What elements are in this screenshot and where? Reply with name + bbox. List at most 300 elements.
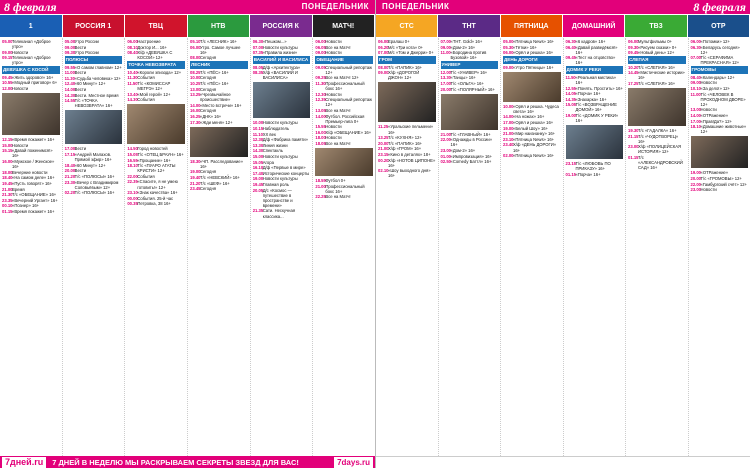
program-title: Профессиональный бокс 16+ [325, 183, 365, 194]
program-title: «Жди меня» 12+ [200, 119, 233, 125]
program-title: Т/с «ОЛЬГА» 16+ [450, 80, 484, 86]
schedule-row [253, 70, 311, 80]
schedule-row [2, 148, 60, 158]
schedule-row [691, 187, 749, 192]
program-photo [253, 82, 311, 118]
program-time: 15.15 [2, 148, 13, 154]
program-time: 09.30 [628, 44, 639, 50]
schedule-row [628, 39, 686, 44]
program-time: 10.20 [628, 64, 639, 70]
program-time: 19.45 [2, 180, 13, 186]
schedule-row [441, 154, 499, 159]
schedule-row [190, 108, 248, 113]
program-title: «60 Минут» 12+ [74, 162, 106, 168]
schedule-row [127, 50, 185, 60]
schedule-row [503, 104, 561, 114]
program-time: 21.15 [628, 133, 639, 139]
schedule-row [253, 65, 311, 70]
schedule-row [566, 97, 624, 102]
program-time: 09.45 [565, 55, 576, 61]
schedule-row [127, 158, 185, 163]
schedule-row [253, 176, 311, 181]
schedule-row [566, 102, 624, 112]
program-time: 01.00 [440, 153, 451, 159]
program-title: Новости [12, 86, 29, 92]
program-title: Город новостей [137, 146, 168, 152]
program-title: Телеканал «Доброе утро» [12, 55, 51, 66]
program-time: 13.30 [440, 75, 451, 81]
program-title: Вести [74, 146, 87, 152]
program-time: 18.10 [127, 163, 138, 169]
channel-schedule-column [313, 38, 375, 456]
program-title: Сегодня [200, 86, 217, 92]
program-time: 01.15 [2, 208, 13, 214]
program-title: «Пусть говорят» 16+ [12, 180, 53, 186]
program-title: «Судьба человека» 12+ [74, 75, 121, 81]
program-time: 02.20 [64, 190, 76, 196]
program-time: 21.00 [503, 131, 514, 137]
featured-program-banner: СЛЕПАЯ [628, 56, 686, 63]
program-title: События [137, 173, 155, 179]
schedule-row [65, 76, 123, 81]
program-title: Х/ф «ВАСИЛИЙ И ВАСИЛИСА» [262, 70, 298, 81]
program-title: Вести [74, 168, 87, 174]
program-title: «6 кадров» 16+ [575, 39, 606, 44]
program-title: «Модный приговор» 6+ [12, 80, 58, 86]
schedule-row [691, 39, 749, 44]
program-title: «Пятница News» 16+ [513, 136, 555, 142]
program-time: 16.10 [252, 165, 264, 171]
program-title: «Шоу выходного дня» 16+ [388, 168, 431, 179]
program-title: Х/ф «ДЕВУШКА С КОСОЙ» 12+ [137, 50, 173, 61]
program-time: 10.00 [190, 75, 201, 81]
program-title: Вечерние новости [12, 169, 48, 175]
program-title: Новости [325, 135, 342, 141]
schedule-row [65, 93, 123, 98]
right-date: 8 февраля [693, 0, 746, 14]
program-time: 11.30 [127, 75, 138, 81]
program-title: Т/с «ЛЕСНИК» 16+ [200, 39, 237, 44]
channel-logo-3: ПЯТНИЦА [501, 15, 563, 37]
schedule-row [253, 45, 311, 50]
program-title: «Давай разведёмся!» 16+ [575, 44, 618, 55]
schedule-row [691, 119, 749, 124]
program-time: 14.00 [315, 113, 326, 119]
schedule-row [691, 113, 749, 118]
program-title: Т/с «ПОЛЯРНЫЙ» 16+ [450, 86, 495, 92]
schedule-row [65, 190, 123, 195]
schedule-row [628, 128, 686, 133]
schedule-row [378, 135, 436, 140]
program-title: Новости культуры [262, 44, 298, 50]
schedule-row [441, 39, 499, 44]
program-title: Т/с «ДОМИК У РЕКИ» 16+ [575, 113, 619, 124]
schedule-row [253, 160, 311, 165]
program-title: Агора [262, 159, 274, 165]
program-title: Время [12, 186, 25, 192]
program-photo [2, 93, 60, 135]
program-time: 17.15 [64, 152, 76, 158]
program-title: «За дело!» 12+ [700, 86, 731, 92]
right-schedule-columns [376, 38, 750, 456]
channel-schedule-column [626, 38, 689, 456]
program-time: 02.50 [440, 159, 451, 165]
schedule-row [127, 179, 185, 189]
program-time: 14.00 [190, 102, 201, 108]
schedule-row [628, 155, 686, 170]
program-time: 09.00 [2, 49, 13, 55]
program-time: 14.00 [690, 113, 701, 119]
program-title: Т/с «УНИВЕР» 16+ [450, 69, 488, 75]
schedule-row [127, 45, 185, 50]
program-title: «Короли эпизода» 12+ [137, 69, 182, 75]
schedule-row [127, 190, 185, 195]
program-title: «Познер» 16+ [12, 203, 40, 209]
program-time: 23.00 [690, 187, 701, 193]
program-time: 23.45 [190, 186, 201, 192]
schedule-row [253, 182, 311, 187]
left-schedule-columns [0, 38, 375, 456]
schedule-row [190, 45, 248, 55]
program-time: 12.00 [2, 86, 13, 92]
program-time: 10.10 [690, 86, 701, 92]
schedule-row [253, 171, 311, 176]
program-title: «Порча» 16+ [575, 171, 601, 177]
schedule-row [2, 80, 60, 85]
program-time: 00.00 [127, 195, 138, 201]
program-time: 10.00 [503, 103, 514, 109]
program-title: «Однажды в России» 16+ [450, 137, 493, 148]
channel-schedule-column [0, 38, 63, 456]
program-time: 06.30 [252, 39, 264, 44]
schedule-row [566, 113, 624, 123]
featured-program-banner: ОБЕЩАНИЕ [315, 56, 373, 63]
program-time: 09.30 [64, 50, 76, 56]
program-title: «60 Минут» 12+ [74, 81, 106, 87]
program-title: «Время покажет» 16+ [12, 137, 55, 143]
program-time: 06.20 [378, 44, 389, 50]
program-title: Все на Матч! 12+ [325, 75, 359, 81]
schedule-row [65, 163, 123, 168]
program-title: Т/с «ОТЕЦ БРАУН» 16+ [137, 151, 184, 157]
program-title: «На самом деле» 16+ [12, 175, 55, 181]
program-time: 11.50 [127, 80, 138, 86]
program-title: Сегодня [200, 75, 217, 81]
schedule-row [2, 198, 60, 203]
program-time: 20.00 [64, 168, 76, 174]
featured-program-banner: ВАСИЛИЙ И ВАСИЛИСА [253, 56, 311, 63]
program-title: События [137, 75, 155, 81]
schedule-row [65, 180, 123, 190]
program-title: «Потомки» 12+ [700, 39, 730, 44]
program-title: Х/ф «ГРОМ» 16+ [388, 146, 422, 152]
schedule-row [2, 175, 60, 180]
program-time: 14.35 [565, 96, 576, 102]
right-channel-logos [376, 15, 750, 37]
featured-program-banner: ГРОМОВЫ [691, 66, 749, 73]
schedule-row [503, 114, 561, 119]
program-time: 20.05 [252, 187, 264, 193]
program-title: Спектакль [262, 148, 283, 154]
program-title: М/с «Три кота» 0+ [388, 44, 423, 50]
schedule-row [2, 181, 60, 186]
schedule-row [441, 132, 499, 137]
program-title: Мультфильмы 0+ [638, 39, 672, 44]
program-time: 13.25 [190, 92, 201, 98]
program-time: 11.30 [64, 75, 75, 81]
program-time: 11.30 [315, 80, 326, 86]
program-title: Петровка, 38 16+ [137, 201, 171, 207]
program-title: Т/с «ЧЕЛОВЕК В ПРОХОДНОМ ДВОРЕ» 12+ [700, 91, 746, 107]
program-time: 00.20 [378, 157, 389, 163]
program-title: «Кино в деталях» 18+ [388, 151, 431, 157]
schedule-row [315, 65, 373, 75]
program-title: «Правила жизни» [262, 50, 298, 56]
program-title: «Знак качества» 16+ [137, 190, 178, 196]
schedule-row [378, 70, 436, 80]
program-title: Т/с «СЛЕПАЯ» 16+ [638, 80, 676, 86]
program-title: «ЧП. Расследование» 16+ [200, 158, 243, 169]
schedule-row [65, 70, 123, 75]
program-title: Сегодня [200, 186, 217, 192]
schedule-row [691, 45, 749, 55]
program-title: Т/с «НЕВСКИЙ» 16+ [200, 175, 240, 180]
program-title: Т/с «ПЁС» 16+ [200, 69, 229, 75]
program-title: «Бородина против Бузовой» 16+ [450, 50, 487, 61]
program-title: Д/с «Космос — путешествие в пространстве и времени» [262, 187, 293, 208]
schedule-row [691, 124, 749, 134]
schedule-row [2, 137, 60, 142]
schedule-row [65, 87, 123, 92]
schedule-row [127, 70, 185, 75]
program-title: Утро России [74, 39, 99, 44]
left-day: ПОНЕДЕЛЬНИК [301, 2, 369, 11]
schedule-row [691, 55, 749, 65]
program-time: 23.15 [565, 161, 576, 167]
featured-program-banner: ГРОМ [378, 56, 436, 63]
program-title: Новости [700, 80, 717, 86]
program-time: 08.00 [378, 64, 389, 70]
program-time: 20.00 [440, 86, 451, 92]
program-title: Т/с «ВОЗВРАЩЕНИЕ ДОМОЙ» 16+ [575, 102, 617, 113]
schedule-row [253, 137, 311, 142]
program-time: 16.00 [2, 159, 13, 165]
program-title: «Рисуем сказки» 0+ [638, 44, 677, 50]
right-page [375, 0, 750, 468]
program-time: 22.25 [315, 194, 326, 200]
program-time: 13.05 [315, 107, 326, 113]
program-title: Доктор И... 16+ [137, 44, 167, 50]
schedule-row [628, 45, 686, 50]
schedule-row [566, 55, 624, 65]
program-time: 12.15 [2, 137, 13, 143]
program-time: 14.00 [64, 87, 76, 93]
schedule-row [190, 92, 248, 102]
program-title: М/с «Том и Джерри» 0+ [388, 50, 434, 56]
program-time: 08.35 [252, 70, 264, 76]
program-time: 23.00 [628, 144, 639, 150]
program-title: Х/ф «ОБЕЩАНИЕ» 16+ [325, 129, 372, 135]
schedule-row [315, 75, 373, 80]
schedule-row [2, 209, 60, 214]
program-time: 19.45 [252, 182, 264, 187]
program-time: 09.00 [503, 64, 514, 70]
program-title: Вести [74, 44, 87, 50]
program-time: 17.00 [440, 80, 451, 86]
program-time: 09.25 [315, 75, 326, 81]
banner-site-left: 7дней.ru [2, 457, 46, 468]
program-time: 06.00 [190, 44, 201, 50]
program-time: 23.40 [503, 142, 514, 148]
schedule-row [503, 65, 561, 70]
program-title: «Орёл и решка. Чудеса света» 16+ [513, 103, 559, 114]
program-time: 17.00 [503, 120, 514, 126]
schedule-row [503, 142, 561, 152]
program-title: События. 25-й час [137, 195, 174, 201]
program-photo [127, 104, 185, 144]
program-title: События [137, 97, 155, 103]
program-time: 06.00 [628, 39, 639, 44]
program-time: 20.00 [690, 176, 701, 181]
schedule-row [315, 194, 373, 199]
program-time: 10.00 [252, 120, 264, 126]
program-time: 09.55 [64, 64, 76, 70]
program-title: Т/с «ПАПИК» 16+ [388, 140, 423, 146]
program-time: 09.00 [378, 70, 389, 76]
schedule-row [2, 159, 60, 169]
program-title: «ТНТ. Gold» 16+ [450, 39, 483, 44]
program-time: 20.00 [378, 140, 389, 146]
program-time: 23.15 [378, 151, 389, 157]
program-time: 19.40 [190, 175, 201, 180]
program-time: 12.30 [252, 137, 264, 143]
program-title: «Тётки» 16+ [513, 44, 537, 50]
program-title: Т/с «ПАПИК» 16+ [388, 64, 423, 70]
program-photo [691, 136, 749, 168]
schedule-row [315, 108, 373, 113]
channel-logo-1: СТС [376, 15, 438, 37]
program-title: Все на Матч! [325, 44, 351, 50]
schedule-row [190, 87, 248, 92]
program-time: 10.55 [2, 80, 13, 86]
channel-logo-2: ТНТ [438, 15, 500, 37]
program-title: Исторические концерты [262, 170, 310, 176]
schedule-row [378, 158, 436, 168]
schedule-row [378, 168, 436, 178]
schedule-row [628, 81, 686, 86]
program-title: Новости [12, 142, 29, 148]
program-time: 07.00 [252, 44, 264, 50]
right-header-bar [376, 0, 750, 14]
program-title: «Чрезвычайное происшествие» [200, 92, 231, 103]
schedule-row [2, 203, 60, 208]
schedule-row [190, 159, 248, 169]
program-title: «Новый день» 12+ [638, 50, 675, 56]
channel-schedule-column [63, 38, 126, 456]
program-time: 13.30 [252, 142, 264, 148]
schedule-row [503, 153, 561, 158]
schedule-row [253, 120, 311, 125]
program-title: «Мистические истории» 16+ [638, 70, 685, 81]
program-title: Новости культуры [262, 176, 298, 182]
program-title: Новости [325, 91, 342, 97]
schedule-row [441, 87, 499, 92]
schedule-row [127, 201, 185, 206]
program-title: «На ножах» 16+ [513, 114, 545, 120]
program-title: «Танцы» 16+ [450, 75, 476, 81]
program-title: «Пешком...» [262, 39, 287, 44]
program-title: Новости [325, 124, 342, 130]
program-time: 10.40 [127, 69, 138, 75]
program-title: «Орёл и решка» 16+ [513, 120, 554, 126]
channel-logo-5: ТВ3 [625, 15, 687, 37]
schedule-row [253, 165, 311, 170]
schedule-row [566, 91, 624, 96]
right-day: ПОНЕДЕЛЬНИК [382, 2, 450, 11]
program-title: Т/с «КУХНЯ» 12+ [388, 135, 422, 141]
program-time: 18.10 [690, 124, 701, 130]
program-title: Вести [74, 87, 87, 93]
schedule-row [253, 50, 311, 55]
schedule-row [190, 81, 248, 86]
program-time: 07.00 [440, 39, 451, 44]
schedule-row [253, 148, 311, 153]
program-title: Специальный репортаж 12+ [325, 97, 372, 108]
program-time: 09.00 [64, 44, 76, 50]
program-title: «О самом главном» 12+ [74, 64, 122, 70]
channel-logo-5: РОССИЯ К [250, 15, 313, 37]
schedule-row [441, 137, 499, 147]
program-time: 02.00 [503, 153, 514, 159]
program-time: 13.25 [378, 135, 389, 141]
program-title: «Место встречи» 16+ [200, 102, 242, 108]
program-title: «Календарь» 12+ [700, 74, 735, 80]
program-title: Т/с «ШЕФ» 16+ [200, 180, 230, 186]
schedule-row [503, 45, 561, 50]
channel-schedule-column [439, 38, 502, 456]
program-title: Телеканал «Доброе утро» [12, 39, 51, 50]
program-time: 12.30 [315, 91, 326, 97]
schedule-row [253, 39, 311, 44]
program-time: 06.00 [127, 39, 138, 44]
featured-program-banner: ДОМИК У РЕКИ [566, 66, 624, 73]
program-time: 22.00 [127, 173, 138, 179]
program-time: 21.20 [190, 180, 201, 186]
program-time: 05.00 [503, 39, 514, 44]
schedule-row [253, 132, 311, 137]
schedule-row [503, 39, 561, 44]
program-title: Утро России [74, 50, 99, 56]
program-time: 23.30 [64, 179, 76, 185]
program-time: 12.55 [565, 85, 576, 91]
schedule-row [315, 141, 373, 146]
schedule-row [315, 45, 373, 50]
program-time: 19.30 [628, 128, 639, 134]
program-title: «Пятница News» 16+ [513, 153, 555, 159]
program-title: «Уральские пельмени» 16+ [388, 124, 434, 135]
schedule-row [127, 39, 185, 44]
program-photo [503, 72, 561, 102]
schedule-row [566, 86, 624, 91]
program-title: Т/с «СЕРАФИМА ПРЕКРАСНАЯ» 12+ [700, 55, 740, 66]
schedule-row [503, 137, 561, 142]
program-title: Новости [700, 187, 717, 193]
program-time: 08.40 [690, 74, 701, 80]
program-time: 18.40 [64, 162, 76, 168]
program-title: Х/ф «ДОРОГОЙ ДЖОН» 12+ [388, 70, 420, 81]
schedule-row [566, 45, 624, 55]
schedule-row [628, 144, 686, 154]
